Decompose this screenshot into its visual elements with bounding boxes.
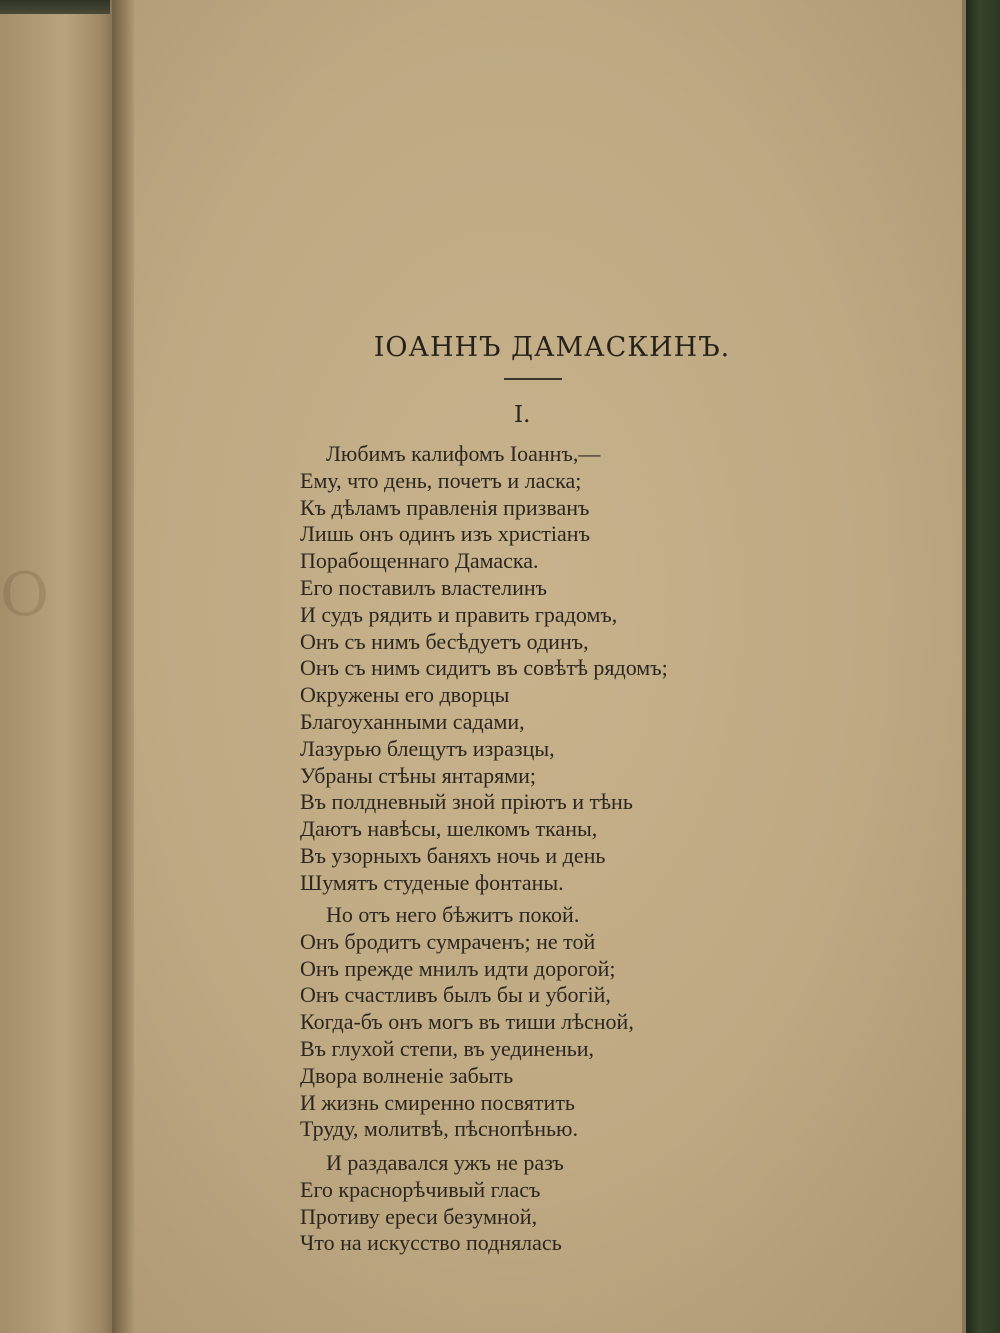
poem-line: Въ полдневный зной пріютъ и тѣнь (300, 789, 633, 815)
poem-line: Убраны стѣны янтарями; (300, 762, 537, 788)
poem-line: Окружены его дворцы (300, 682, 510, 708)
poem-line: Къ дѣламъ правленія призванъ (300, 494, 590, 520)
poem-line: Благоуханными садами, (300, 708, 525, 734)
book-cover-top-corner (0, 0, 110, 14)
poem-line: Въ узорныхъ баняхъ ночь и день (300, 842, 606, 868)
page-title: ІОАННЪ ДАМАСКИНЪ. (373, 332, 731, 363)
green-book-cover (966, 0, 1000, 1333)
poem-line: Противу ереси безумной, (300, 1203, 538, 1229)
book-page (134, 0, 970, 1333)
page-text-block (134, 0, 970, 1333)
bleed-through-mark: O (0, 560, 50, 630)
poem-line: Даютъ навѣсы, шелкомъ тканы, (300, 816, 598, 842)
poem-line: Его краснорѣчивый гласъ (300, 1176, 541, 1202)
poem-line: Ему, что день, почетъ и ласка; (300, 467, 582, 493)
poem-line: Лазурью блещутъ изразцы, (300, 735, 555, 761)
poem-line: Что на искусство поднялась (300, 1230, 562, 1256)
poem-line: Онъ прежде мнилъ идти дорогой; (300, 955, 616, 981)
poem-line: Онъ счастливъ былъ бы и убогій, (300, 982, 611, 1008)
poem-line: Его поставилъ властелинъ (300, 574, 548, 600)
title-divider (504, 378, 562, 380)
poem-line: Двора волненіе забыть (300, 1062, 514, 1088)
stanza-2 (300, 902, 634, 1143)
poem-line: Порабощеннаго Дамаска. (300, 548, 539, 574)
poem-line: Любимъ калифомъ Іоаннъ,— (326, 441, 601, 466)
poem-line: Труду, молитвѣ, пѣснопѣнью. (300, 1116, 578, 1142)
poem-line: И жизнь смиренно посвятить (300, 1089, 575, 1115)
poem-line: И судъ рядить и править градомъ, (300, 601, 618, 627)
poem-line: Онъ съ нимъ бесѣдуетъ одинъ, (300, 628, 589, 654)
poem-line: Лишь онъ одинъ изъ христіанъ (300, 521, 590, 547)
stanza-1 (300, 441, 668, 897)
poem-line: Онъ съ нимъ сидитъ въ совѣтѣ рядомъ; (300, 655, 668, 681)
section-number: I. (514, 402, 531, 428)
poem-line: Въ глухой степи, въ уединеньи, (300, 1035, 595, 1061)
poem-line: Но отъ него бѣжитъ покой. (326, 902, 580, 927)
poem-line: Шумятъ студеные фонтаны. (300, 869, 564, 895)
poem-line: Онъ бродитъ сумраченъ; не той (300, 928, 596, 954)
stanza-3 (300, 1150, 564, 1257)
poem-line: Когда-бъ онъ могъ въ тиши лѣсной, (300, 1009, 634, 1035)
left-facing-page (0, 0, 118, 1333)
poem-line: И раздавался ужъ не разъ (326, 1150, 564, 1175)
